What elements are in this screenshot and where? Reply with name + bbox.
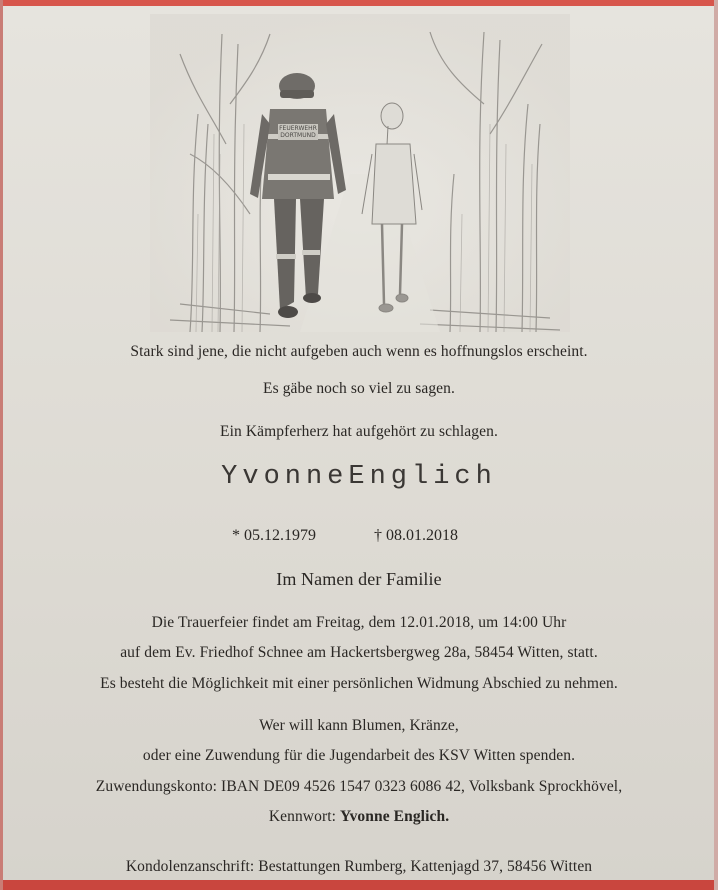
svg-text:FEUERWEHR: FEUERWEHR [279, 125, 317, 132]
donation-line-1: Wer will kann Blumen, Kränze, [259, 717, 459, 734]
condolence-address: Kondolenzanschrift: Bestattungen Rumberg, Kattenjagd 37, 58456 Witten [125, 858, 593, 875]
red-frame-top [0, 0, 718, 6]
life-dates [0, 527, 718, 549]
svg-text:DORTMUND: DORTMUND [280, 132, 316, 139]
ceremony-line-1: Die Trauerfeier findet am Freitag, dem 12.01.2018, um 14:00 Uhr [151, 614, 567, 631]
quote-line: Stark sind jene, die nicht aufgeben auch wenn es hoffnungslos erscheint. [130, 343, 588, 360]
firefighter-and-girl-sketch [150, 14, 570, 332]
keyword-label: Kennwort: [268, 808, 340, 825]
deceased-name: YvonneEnglich [221, 462, 497, 492]
donation-line-3: Zuwendungskonto: IBAN DE09 4526 1547 0323 6086 42, Volksbank Sprockhövel, [95, 778, 623, 795]
sentiment-line: Es gäbe noch so viel zu sagen. [263, 380, 455, 397]
death-date: † 08.01.2018 [374, 527, 458, 544]
keyword-line [0, 808, 718, 826]
donation-line-2: oder eine Zuwendung für die Jugendarbeit des KSV Witten spenden. [142, 747, 576, 764]
passing-line: Ein Kämpferherz hat aufgehört zu schlagen. [220, 423, 498, 440]
ceremony-line-3: Es besteht die Möglichkeit mit einer persönlichen Widmung Abschied zu nehmen. [100, 675, 618, 692]
red-frame-bottom [0, 880, 718, 890]
family-signature: Im Namen der Familie [276, 569, 442, 589]
keyword-value: Yvonne Englich. [340, 808, 450, 825]
ceremony-line-2: auf dem Ev. Friedhof Schnee am Hackertsbergweg 28a, 58454 Witten, statt. [120, 644, 598, 661]
birth-date: * 05.12.1979 [232, 527, 316, 544]
